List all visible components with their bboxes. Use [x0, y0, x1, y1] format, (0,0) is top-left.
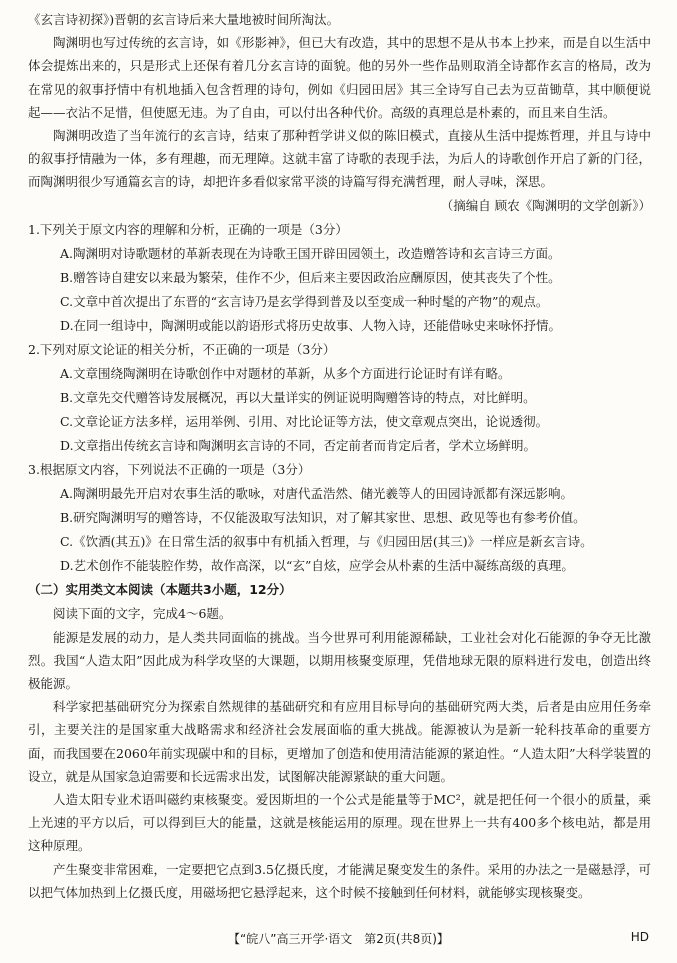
page-footer: [0, 930, 677, 950]
question-stem: 1.下列关于原文内容的理解和分析，正确的一项是（3分）: [28, 221, 348, 237]
article-paragraph: 陶渊明也写过传统的玄言诗，如《形影神》，但已大有改造，其中的思想不是从书本上抄来，而是自以生活中体会提炼出来的，只是形式上还保有着几分玄言诗的面貌。他的另外一些作品则取消全诗都作玄言的格局，改为在常见的叙事抒情中有机地插入包含哲理的诗句，例如《归园田居》其三全诗写自己去为豆苗锄草，其中顺便说起——衣沾不足惜，但使愿无违。为了自由，可以付出各种代价。高级的真理总是朴素的，而且来自生活。: [28, 35, 651, 120]
article-source: （摘编自 顾农《陶渊明的文学创新》）: [440, 197, 651, 213]
article-paragraph: 陶渊明改造了当年流行的玄言诗，结束了那种哲学讲义似的陈旧模式，直接从生活中提炼哲理，并且与诗中的叙事抒情融为一体，多有理趣，而无理障。这就丰富了诗歌的表现手法，为后人的诗歌创作开启了新的门径，而陶渊明很少写通篇玄言的诗，却把许多看似家常平淡的诗篇写得充满哲理，耐人寻味，深思。: [28, 128, 651, 190]
article-paragraph: 人造太阳专业术语叫磁约束核聚变。爱因斯坦的一个公式是能量等于MC²，就是把任何一个很小的质量，乘上光速的平方以后，可以得到巨大的能量，这就是核能运用的原理。现在世界上一共有400多个核电站，都是用这种原理。: [28, 792, 651, 854]
footer-page-info: 【“皖八”高三开学·语文 第2页(共8页)】: [228, 932, 449, 946]
question-option: A.陶渊明对诗歌题材的革新表现在为诗歌王国开辟田园领土，改造赠答诗和玄言诗三方面。: [60, 245, 561, 261]
article-paragraph: 产生聚变非常困难，一定要把它点到3.5亿摄氏度，才能满足聚变发生的条件。采用的办法之一是磁悬浮，可以把气体加热到上亿摄氏度，用磁场把它悬浮起来，这个时候不接触到任何材料，就能够实现核聚变。: [28, 861, 651, 900]
article-paragraph: 科学家把基础研究分为探索自然规律的基础研究和有应用目标导向的基础研究两大类，后者是由应用任务牵引，主要关注的是国家重大战略需求和经济社会发展面临的重大挑战。能源被认为是新一轮科技革命的重要方面，而我国要在2060年前实现碳中和的目标，更增加了创造和使用清洁能源的紧迫性。“人造太阳”大科学装置的设立，就是从国家急迫需要和长远需求出发，试图解决能源紧缺的重大问题。: [28, 699, 651, 784]
question-option: C.文章中首次提出了东晋的“玄言诗乃是玄学得到普及以至变成一种时髦的产物”的观点。: [60, 293, 549, 309]
question-option: A.文章围绕陶渊明在诗歌创作中对题材的革新，从多个方面进行论证时有详有略。: [60, 365, 511, 381]
footer-code: HD: [630, 930, 649, 944]
question-option: C.《饮酒(其五)》在日常生活的叙事中有机插入哲理，与《归园田居(其三)》一样应是新玄言诗。: [60, 533, 593, 549]
question-option: A.陶渊明最先开启对农事生活的歌咏，对唐代孟浩然、储光羲等人的田园诗派都有深远影响。: [60, 485, 574, 501]
question-option: C.文章论证方法多样，运用举例、引用、对比论证等方法，使文章观点突出，论说透彻。: [60, 413, 549, 429]
question-2: [28, 338, 651, 458]
question-3: [28, 458, 651, 578]
question-stem: 2.下列对原文论证的相关分析，不正确的一项是（3分）: [28, 341, 336, 357]
question-option: B.赠答诗自建安以来最为繁荣，佳作不少，但后来主要因政治应酬原因，使其丧失了个性。: [60, 269, 561, 285]
question-option: B.研究陶渊明写的赠答诗，不仅能汲取写法知识，对了解其家世、思想、政见等也有参考价值。: [60, 509, 586, 525]
question-1: [28, 218, 651, 338]
question-option: D.艺术创作不能装腔作势，故作高深，以“玄”自炫，应学会从朴素的生活中凝练高级的真理。: [60, 557, 574, 573]
section-instruction: 阅读下面的文字，完成4～6题。: [53, 605, 232, 621]
question-option: B.文章先交代赠答诗发展概况，再以大量详实的例证说明陶赠答诗的特点，对比鲜明。: [60, 389, 536, 405]
section-title: （二）实用类文本阅读（本题共3小题，12分）: [28, 581, 292, 597]
question-option: D.文章指出传统玄言诗和陶渊明玄言诗的不同，否定前者而肯定后者，学术立场鲜明。: [60, 437, 537, 453]
article-paragraph: 《玄言诗初探》)晋朝的玄言诗后来大量地被时间所淘汰。: [28, 12, 340, 27]
question-option: D.在同一组诗中，陶渊明或能以韵语形式将历史故事、人物入诗，还能借咏史来咏怀抒情。: [60, 317, 562, 333]
question-stem: 3.根据原文内容，下列说法不正确的一项是（3分）: [28, 461, 311, 477]
article-paragraph: 能源是发展的动力，是人类共同面临的挑战。当今世界可利用能源稀缺，工业社会对化石能源的争夺无比激烈。我国“人造太阳”因此成为科学攻坚的大课题，以期用核聚变原理，凭借地球无限的原料进行发电，创造出终极能源。: [28, 629, 651, 692]
